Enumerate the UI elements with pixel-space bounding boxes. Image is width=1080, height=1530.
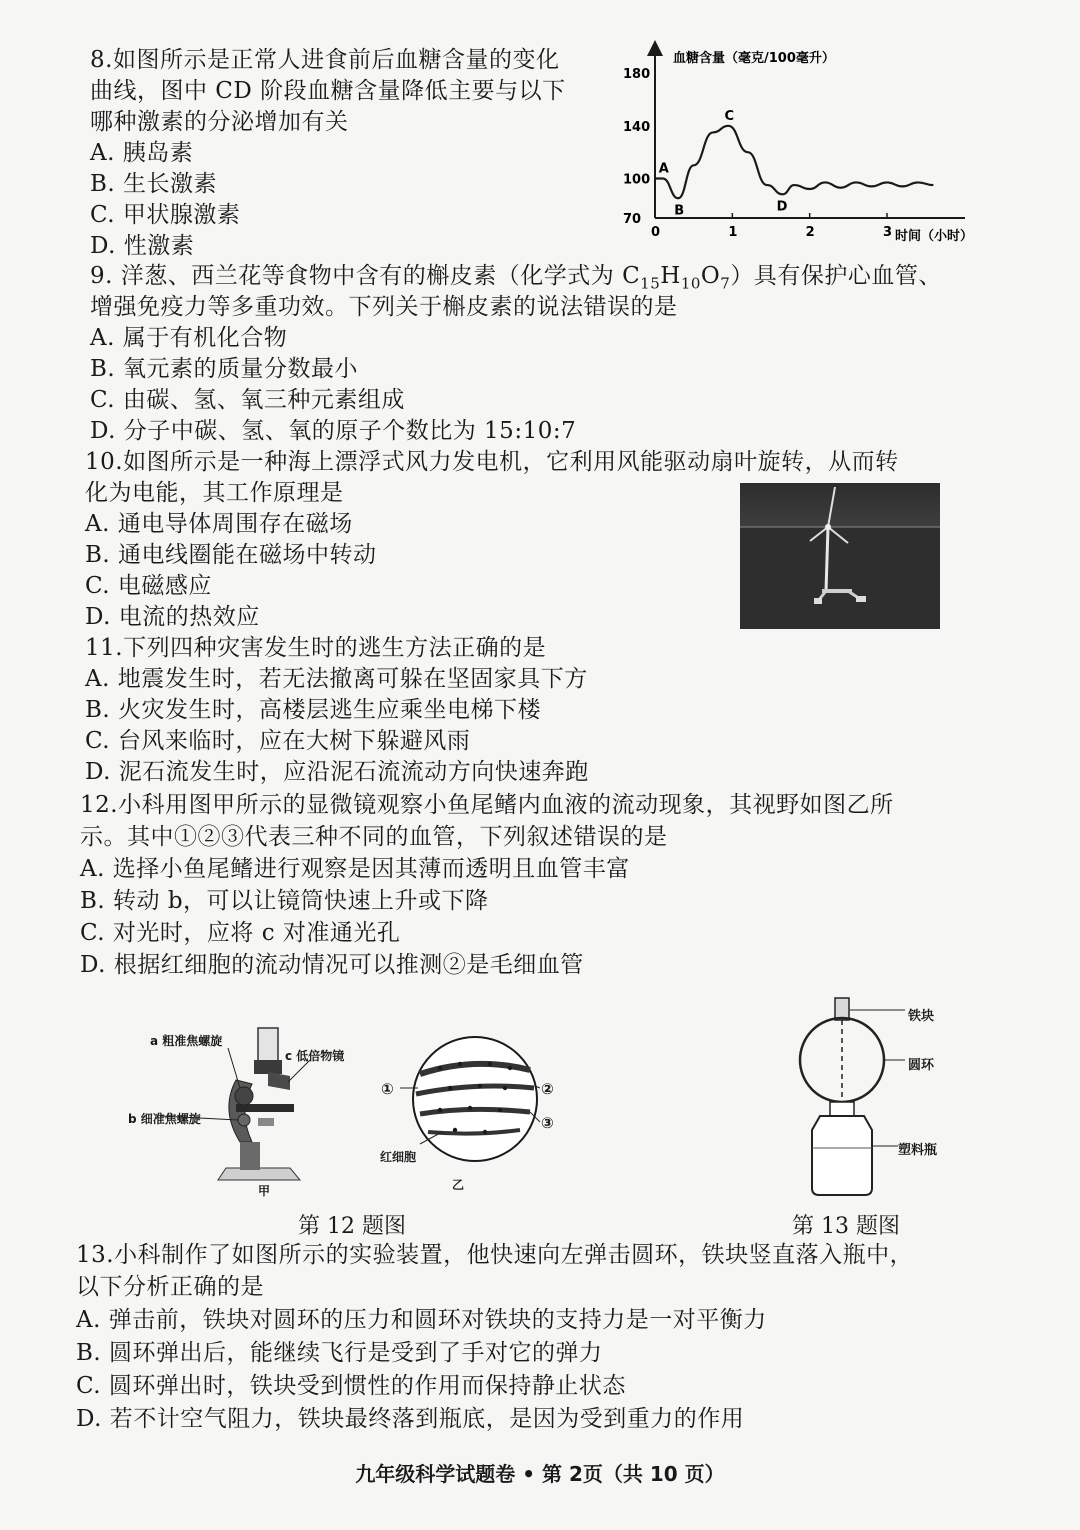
label-iron-block: 铁块	[908, 1009, 935, 1024]
blood-sugar-chart	[615, 40, 995, 250]
q8-option-b: B. 生长激素	[90, 171, 218, 197]
q9-option-b: B. 氧元素的质量分数最小	[90, 356, 359, 382]
q13-stem-line2: 以下分析正确的是	[76, 1274, 264, 1300]
label-vessel-2: ②	[541, 1080, 554, 1098]
q9-sub-7: 7	[720, 274, 731, 293]
label-vessel-1: ①	[381, 1080, 394, 1098]
point-label-a: A	[658, 161, 669, 177]
q9-option-c: C. 由碳、氢、氧三种元素组成	[90, 387, 405, 413]
q12-stem-line2: 示。其中①②③代表三种不同的血管，下列叙述错误的是	[80, 824, 668, 850]
y-tick-label: 140	[623, 119, 651, 135]
q9-sub-10: 10	[680, 274, 701, 293]
q12-option-b: B. 转动 b，可以让镜筒快速上升或下降	[80, 888, 489, 914]
q10-stem-line2: 化为电能，其工作原理是	[85, 480, 344, 506]
q12-option-a: A. 选择小鱼尾鳍进行观察是因其薄而透明且血管丰富	[80, 856, 630, 882]
q9-sub-15: 15	[640, 274, 661, 293]
label-yi: 乙	[452, 1178, 465, 1192]
q13-option-b: B. 圆环弹出后，能继续飞行是受到了手对它的弹力	[76, 1340, 603, 1366]
chart-xlabel: 时间（小时）	[895, 229, 974, 244]
x-tick-label: 3	[883, 225, 893, 240]
label-vessel-3: ③	[541, 1114, 554, 1132]
q9-stem-line2: 增强免疫力等多重功效。下列关于槲皮素的说法错误的是	[90, 294, 678, 320]
x-tick-label: 2	[805, 225, 815, 240]
q10-option-d: D. 电流的热效应	[85, 604, 260, 630]
q10-stem-line1: 10.如图所示是一种海上漂浮式风力发电机，它利用风能驱动扇叶旋转，从而转	[85, 449, 899, 475]
q9-stem-pre: 9. 洋葱、西兰花等食物中含有的槲皮素（化学式为 C	[90, 263, 641, 289]
q8-option-d: D. 性激素	[90, 233, 195, 259]
q10-option-c: C. 电磁感应	[85, 573, 212, 599]
chart-title: 血糖含量（毫克/100毫升）	[673, 51, 835, 66]
page-footer: 九年级科学试题卷 • 第 2页（共 10 页）	[355, 1462, 725, 1486]
figure-12-caption: 第 12 题图	[298, 1214, 406, 1239]
q8-option-a: A. 胰岛素	[90, 140, 194, 166]
q13-option-c: C. 圆环弹出时，铁块受到惯性的作用而保持静止状态	[76, 1373, 626, 1399]
label-plastic-bottle: 塑料瓶	[898, 1143, 938, 1158]
q8-stem-line2: 曲线，图中 CD 阶段血糖含量降低主要与以下	[90, 78, 566, 104]
q11-option-b: B. 火灾发生时，高楼层逃生应乘坐电梯下楼	[85, 697, 542, 723]
label-c-low-objective: c 低倍物镜	[285, 1049, 345, 1063]
y-tick-label: 180	[623, 67, 651, 83]
point-label-b: B	[674, 203, 685, 219]
y-tick-label: 100	[623, 172, 651, 188]
floating-wind-turbine-photo	[740, 483, 940, 629]
q13-option-d: D. 若不计空气阻力，铁块最终落到瓶底，是因为受到重力的作用	[76, 1406, 745, 1432]
q10-option-b: B. 通电线圈能在磁场中转动	[85, 542, 377, 568]
series-line-blood-sugar	[655, 126, 933, 198]
q10-option-a: A. 通电导体周围存在磁场	[85, 511, 353, 537]
q9-option-d: D. 分子中碳、氢、氧的原子个数比为 15:10:7	[90, 418, 577, 444]
y-tick-label: 70	[623, 212, 642, 227]
q11-option-a: A. 地震发生时，若无法撤离可躲在坚固家具下方	[85, 666, 588, 692]
q9-h: H	[660, 263, 681, 289]
point-label-d: D	[776, 199, 788, 215]
q9-o: O	[700, 263, 721, 289]
q12-stem-line1: 12.小科用图甲所示的显微镜观察小鱼尾鳍内血液的流动现象，其视野如图乙所	[80, 792, 894, 818]
q9-option-a: A. 属于有机化合物	[90, 325, 288, 351]
point-label-c: C	[724, 108, 735, 124]
q12-option-d: D. 根据红细胞的流动情况可以推测②是毛细血管	[80, 952, 584, 978]
label-ring: 圆环	[908, 1058, 935, 1073]
q8-option-c: C. 甲状腺激素	[90, 202, 241, 228]
figure-13-caption: 第 13 题图	[792, 1214, 900, 1239]
q13-stem-line1: 13.小科制作了如图所示的实验装置，他快速向左弹击圆环，铁块竖直落入瓶中，	[76, 1242, 914, 1268]
q11-option-c: C. 台风来临时，应在大树下躲避风雨	[85, 728, 471, 754]
q11-option-d: D. 泥石流发生时，应沿泥石流流动方向快速奔跑	[85, 759, 589, 785]
q13-option-a: A. 弹击前，铁块对圆环的压力和圆环对铁块的支持力是一对平衡力	[76, 1307, 767, 1333]
x-tick-label: 1	[728, 225, 738, 240]
label-jia: 甲	[258, 1184, 271, 1198]
q11-stem: 11.下列四种灾害发生时的逃生方法正确的是	[85, 635, 547, 661]
q8-stem-line3: 哪种激素的分泌增加有关	[90, 109, 349, 135]
q9-stem-post: ）具有保护心血管、	[730, 263, 942, 289]
q12-option-c: C. 对光时，应将 c 对准通光孔	[80, 920, 401, 946]
label-a-coarse-focus: a 粗准焦螺旋	[150, 1034, 223, 1048]
x-tick-label: 0	[651, 225, 661, 240]
q8-stem-line1: 8.如图所示是正常人进食前后血糖含量的变化	[90, 47, 560, 73]
label-red-blood-cell: 红细胞	[380, 1150, 417, 1164]
label-b-fine-focus: b 细准焦螺旋	[128, 1112, 201, 1126]
